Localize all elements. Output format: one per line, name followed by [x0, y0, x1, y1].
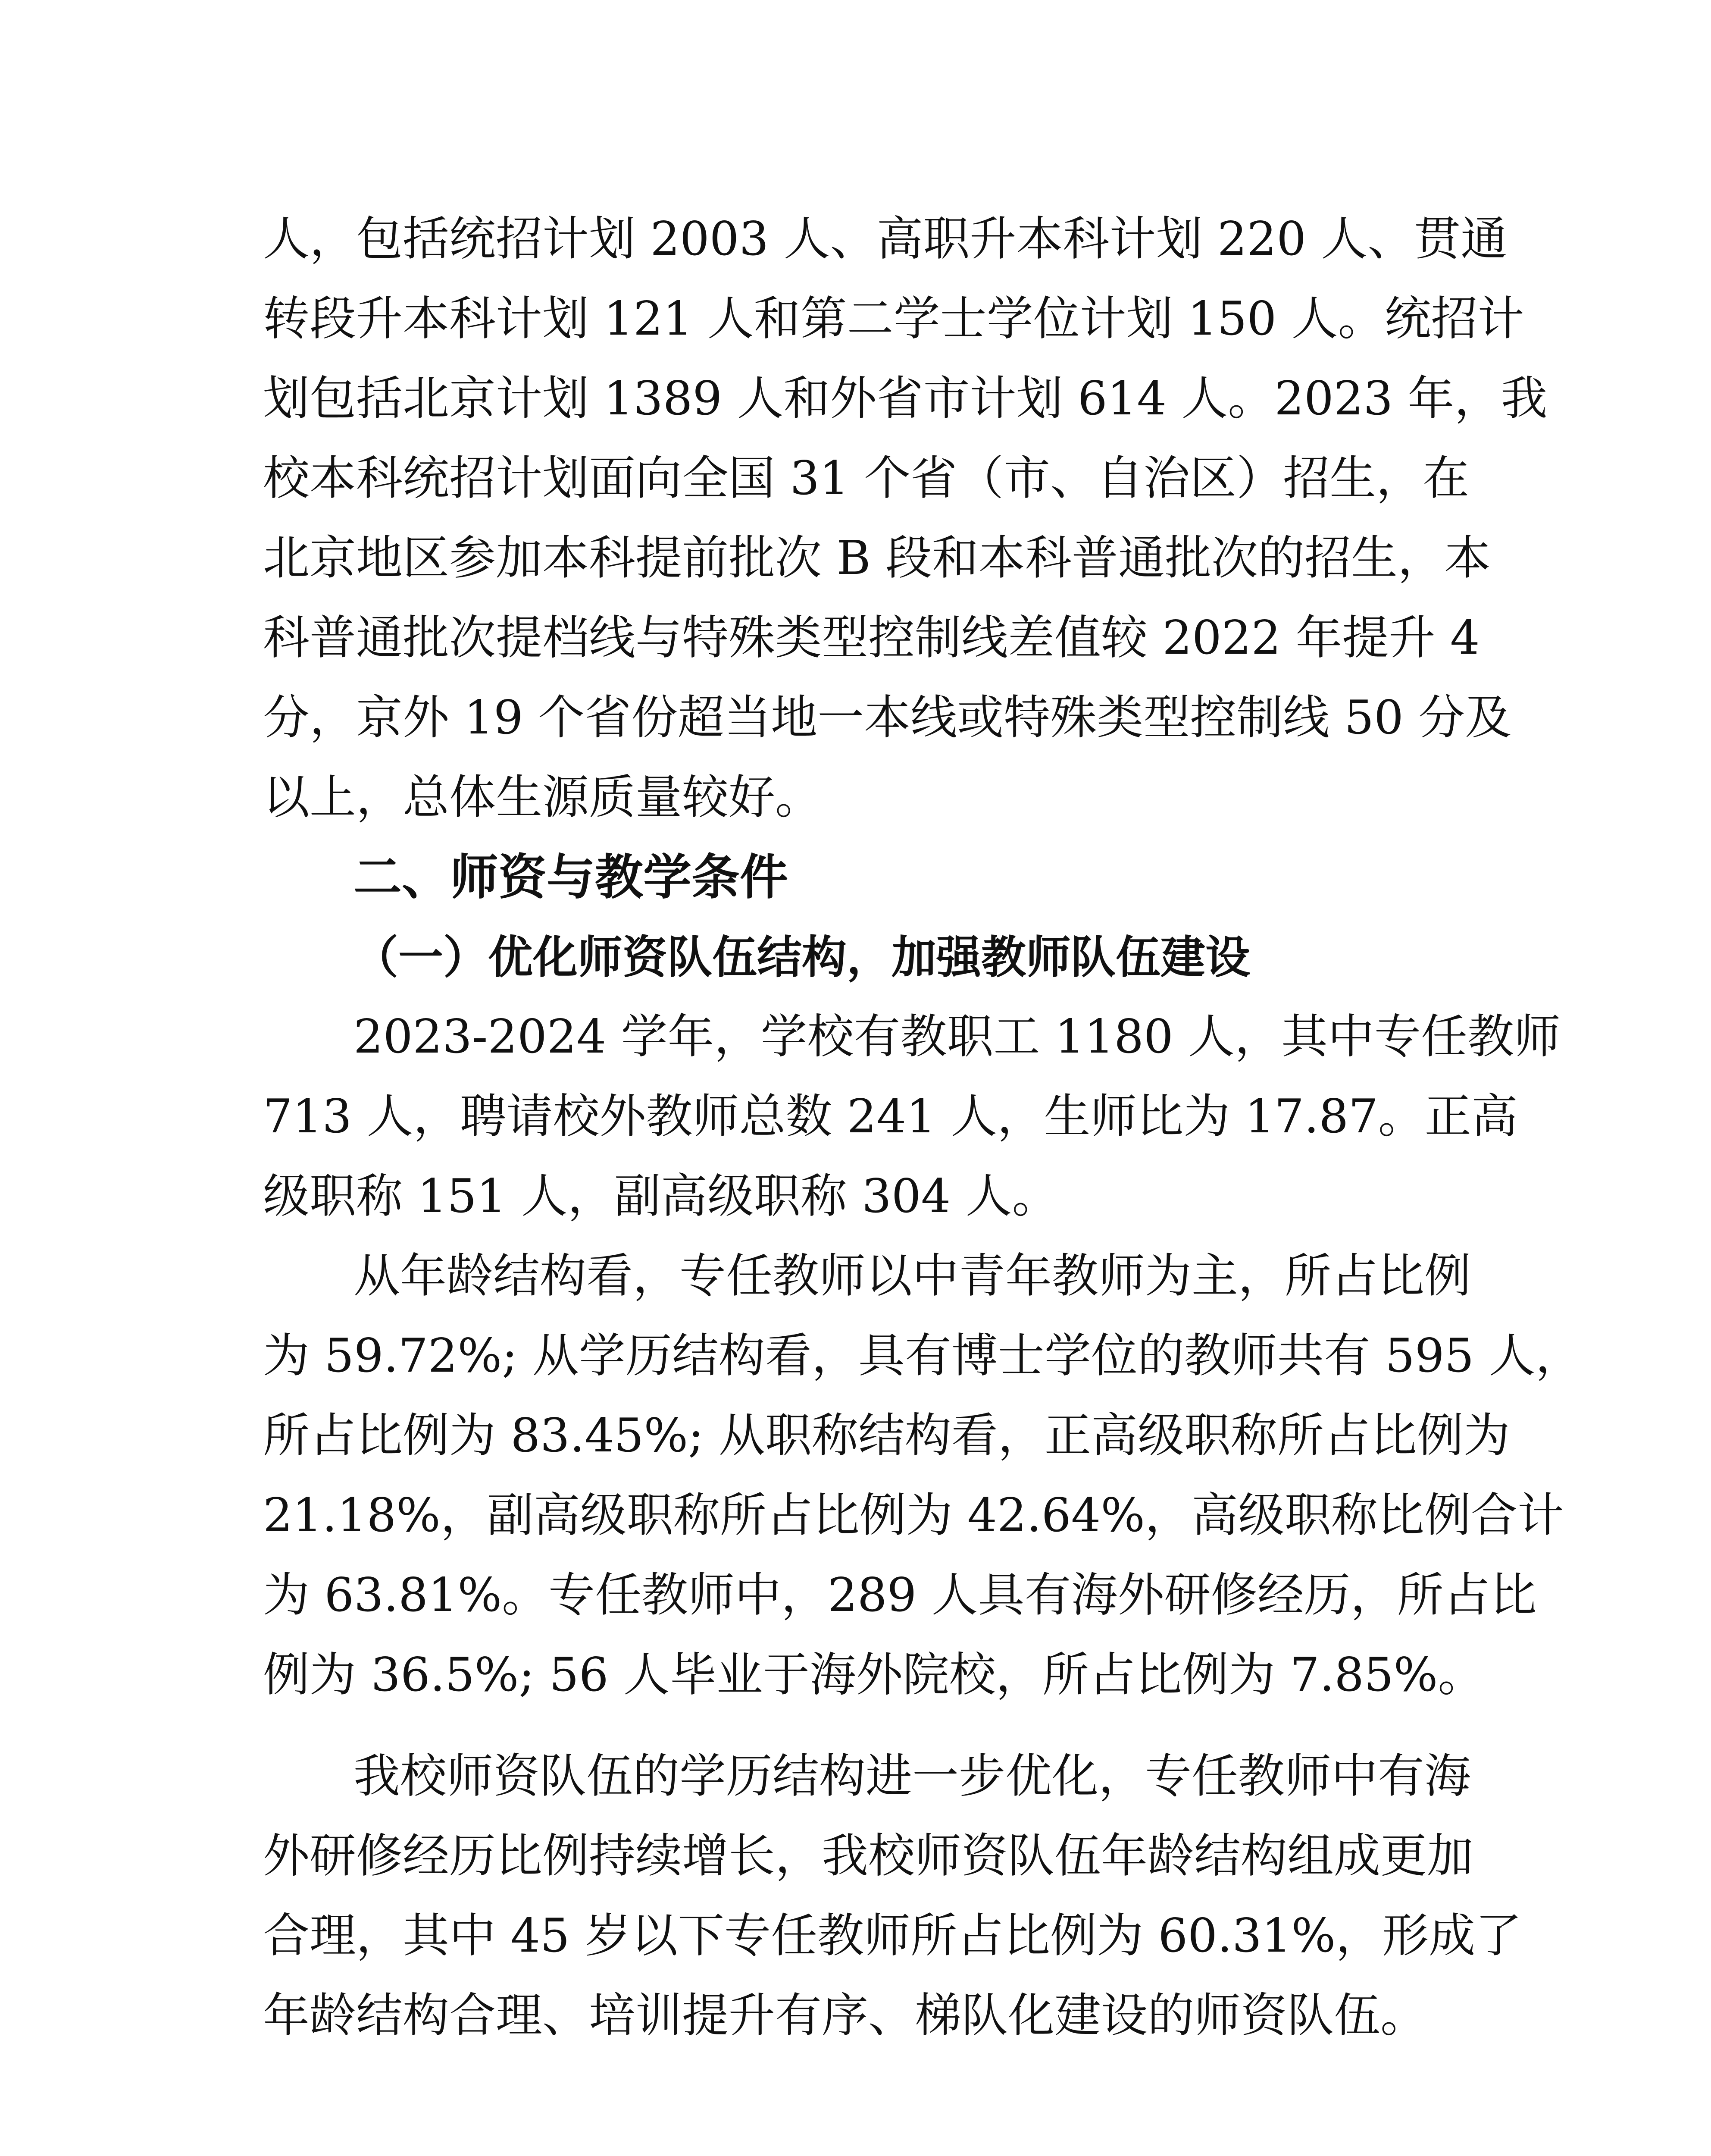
paragraph-line: 外研修经历比例持续增长，我校师资队伍年龄结构组成更加 — [263, 1829, 1474, 1883]
paragraph-line: 级职称 151 人，副高级职称 304 人。 — [263, 1169, 1059, 1223]
paragraph-line: 年龄结构合理、培训提升有序、梯队化建设的师资队伍。 — [263, 1989, 1427, 2043]
paragraph-line: 以上，总体生源质量较好。 — [263, 771, 822, 824]
paragraph-line: 人，包括统招计划 2003 人、高职升本科计划 220 人、贯通 — [263, 212, 1508, 266]
paragraph-line: 科普通批次提档线与特殊类型控制线差值较 2022 年提升 4 — [263, 611, 1480, 665]
paragraph-line: 21.18%，副高级职称所占比例为 42.64%，高级职称比例合计 — [263, 1489, 1564, 1542]
paragraph-line: 从年龄结构看，专任教师以中青年教师为主，所占比例 — [353, 1249, 1471, 1303]
paragraph-line: 北京地区参加本科提前批次 B 段和本科普通批次的招生，本 — [263, 531, 1491, 585]
subsection-heading: （一）优化师资队伍结构，加强教师队伍建设 — [353, 931, 1251, 984]
paragraph-line: 分，京外 19 个省份超当地一本线或特殊类型控制线 50 分及 — [263, 691, 1512, 745]
paragraph-line: 2023-2024 学年，学校有教职工 1180 人，其中专任教师 — [353, 1010, 1561, 1064]
paragraph-line: 校本科统招计划面向全国 31 个省（市、自治区）招生，在 — [263, 451, 1470, 505]
paragraph-line: 划包括北京计划 1389 人和外省市计划 614 人。2023 年，我 — [263, 372, 1548, 426]
paragraph-line: 所占比例为 83.45%; 从职称结构看，正高级职称所占比例为 — [263, 1409, 1510, 1463]
paragraph-line: 转段升本科计划 121 人和第二学士学位计划 150 人。统招计 — [263, 292, 1524, 346]
paragraph-line: 713 人，聘请校外教师总数 241 人，生师比为 17.87。正高 — [263, 1090, 1518, 1144]
paragraph-line: 为 59.72%; 从学历结构看，具有博士学位的教师共有 595 人， — [263, 1329, 1582, 1383]
paragraph-line: 为 63.81%。专任教师中，289 人具有海外研修经历，所占比 — [263, 1568, 1537, 1622]
paragraph-line: 合理，其中 45 岁以下专任教师所占比例为 60.31%，形成了 — [263, 1909, 1522, 1963]
paragraph-line: 例为 36.5%; 56 人毕业于海外院校，所占比例为 7.85%。 — [263, 1648, 1485, 1702]
section-heading: 二、师资与教学条件 — [353, 849, 788, 906]
paragraph-line: 我校师资队伍的学历结构进一步优化，专任教师中有海 — [353, 1749, 1471, 1803]
